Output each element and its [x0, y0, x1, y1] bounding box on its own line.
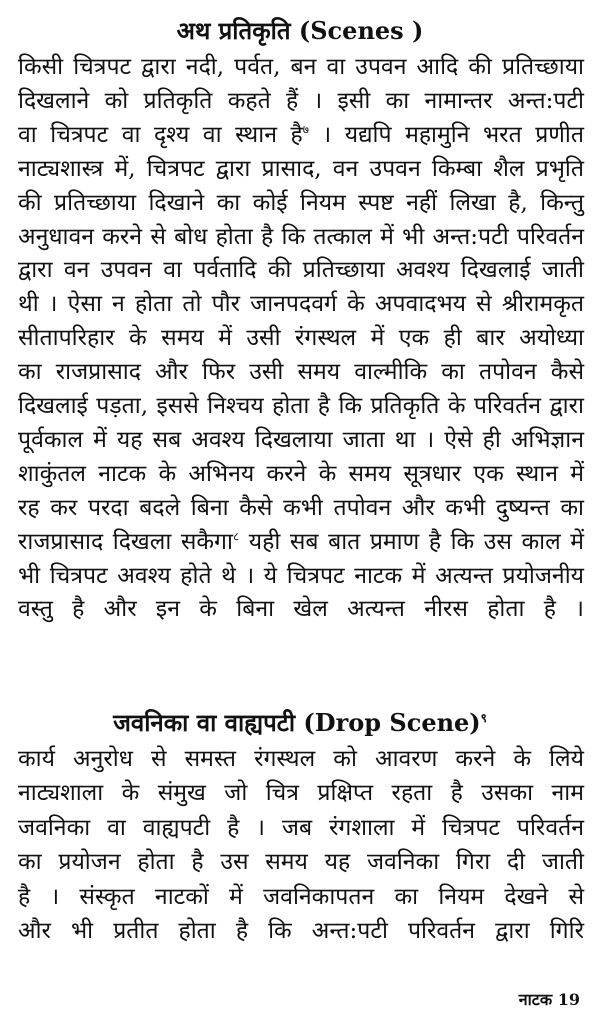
- text-line: थी । ऐसा न होता तो पौर जानपदवर्ग के अपवादभय से श्रीरामकृत: [18, 291, 584, 318]
- text-line: अनुधावन करने से बोध होता है कि तत्काल में भी अन्त:पटी परिवर्तन: [18, 223, 584, 250]
- text-line: जवनिका वा वाह्यपटी है । जब रंगशाला में चित्रपट परिवर्तन: [18, 814, 584, 841]
- line-text: यही सब बात प्रमाण है कि उस काल में: [239, 528, 585, 555]
- text-line: का राजप्रासाद और फिर उसी समय वाल्मीकि का तपोवन कैसे: [18, 359, 584, 386]
- line-text: वा चित्रपट वा दृश्य वा स्थान है: [18, 121, 303, 148]
- text-line: [18, 120, 584, 150]
- text-line: पूर्वकाल में यह सब अवश्य दिखलाया जाता था । ऐसे ही अभिज्ञान: [18, 426, 584, 453]
- text-line: सीतापरिहार के समय में उसी रंगस्थल में एक ही बार अयोध्या: [18, 325, 584, 352]
- text-line: कार्य अनुरोध से समस्त रंगस्थल को आवरण करने के लिये: [18, 746, 584, 772]
- text-line: वस्तु है और इन के बिना खेल अत्यन्त नीरस होता है ।: [18, 596, 584, 623]
- text-line: नाट्यशाला के संमुख जो चित्र प्रक्षिप्त रहता है उसका नाम: [18, 780, 584, 807]
- text-line: रह कर परदा बदले बिना कैसे कभी तपोवन और कभी दुष्यन्त का: [18, 494, 584, 521]
- footnote-marker: ८: [232, 528, 240, 543]
- text-line: की प्रतिच्छाया दिखाने का कोई नियम स्पष्ट नहीं लिखा है, किन्तु: [18, 189, 584, 216]
- section-heading-drop-scene: [0, 706, 600, 739]
- text-line: [18, 527, 584, 557]
- text-line: का प्रयोजन होता है उस समय यह जवनिका गिरा दी जाती: [18, 849, 584, 876]
- text-line: द्वारा वन उपवन वा पर्वतादि की प्रतिच्छाया अवश्य दिखलाई जाती: [18, 257, 584, 284]
- text-line: किसी चित्रपट द्वारा नदी, पर्वत, बन वा उपवन आदि की प्रतिच्छाया: [18, 54, 584, 80]
- text-line: और भी प्रतीत होता है कि अन्त:पटी परिवर्तन द्वारा गिरि: [18, 918, 584, 944]
- line-text: राजप्रासाद दिखला सकैगा: [18, 528, 233, 555]
- footnote-marker: ९: [480, 711, 487, 725]
- text-line: है । संस्कृत नाटकों में जवनिकापतन का नियम देखने से: [18, 883, 584, 910]
- text-line: शाकुंतल नाटक के अभिनय करने के समय सूत्रधार एक स्थान में: [18, 460, 584, 487]
- text-line: दिखलाई पड़ता, इससे निश्चय होता है कि प्रतिकृति के परिवर्तन द्वारा: [18, 393, 584, 419]
- section-heading-scenes: अथ प्रतिकृति (Scenes ): [176, 16, 424, 45]
- page-footer: नाटक 19: [518, 990, 580, 1009]
- line-text: । यद्यपि महामुनि भरत प्रणीत: [308, 121, 584, 148]
- text-line: दिखलाने को प्रतिकृति कहते हैं । इसी का नामान्तर अन्त:पटी: [18, 87, 584, 114]
- footnote-marker: ७: [302, 122, 309, 137]
- heading-text: जवनिका वा वाह्यपटी (Drop Scene): [113, 708, 481, 737]
- text-line: नाट्यशास्त्र में, चित्रपट द्वारा प्रासाद, वन उपवन किम्बा शैल प्रभृति: [18, 155, 584, 182]
- text-line: भी चित्रपट अवश्य होते थे । ये चित्रपट नाटक में अत्यन्त प्रयोजनीय: [18, 562, 584, 589]
